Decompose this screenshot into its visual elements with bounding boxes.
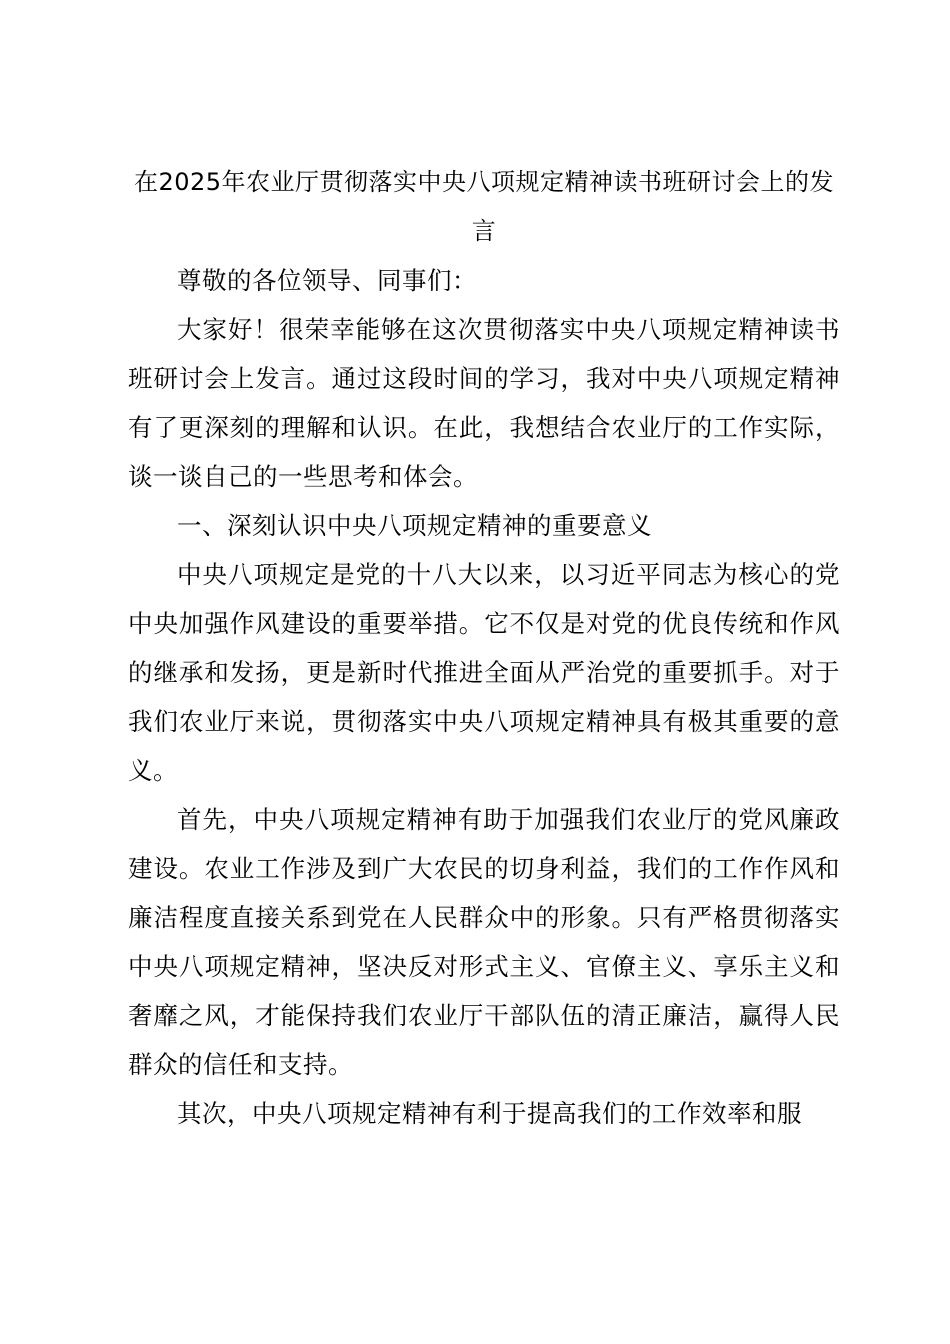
paragraph-intro: 大家好！很荣幸能够在这次贯彻落实中央八项规定精神读书班研讨会上发言。通过这段时间的学习，我对中央八项规定精神有了更深刻的理解和认识。在此，我想结合农业厅的工作实际，谈一谈自己的一些思考和体会。	[128, 315, 840, 491]
paragraph-first-point: 首先，中央八项规定精神有助于加强我们农业厅的党风廉政建设。农业工作涉及到广大农民的切身利益，我们的工作作风和廉洁程度直接关系到党在人民群众中的形象。只有严格贯彻落实中央八项规定精神，坚决反对形式主义、官僚主义、享乐主义和奢靡之风，才能保持我们农业厅干部队伍的清正廉洁，赢得人民群众的信任和支持。	[128, 805, 840, 1079]
paragraph-significance: 中央八项规定是党的十八大以来，以习近平同志为核心的党中央加强作风建设的重要举措。它不仅是对党的优良传统和作风的继承和发扬，更是新时代推进全面从严治党的重要抓手。对于我们农业厅来说，贯彻落实中央八项规定精神具有极其重要的意义。	[128, 560, 840, 785]
section-heading-1: 一、深刻认识中央八项规定精神的重要意义	[177, 511, 652, 540]
document-title: 在2025年农业厅贯彻落实中央八项规定精神读书班研讨会上的发言	[133, 168, 835, 245]
paragraph-second-point: 其次，中央八项规定精神有利于提高我们的工作效率和服	[177, 1099, 802, 1128]
document-body	[128, 158, 840, 1138]
salutation: 尊敬的各位领导、同事们：	[177, 266, 477, 295]
